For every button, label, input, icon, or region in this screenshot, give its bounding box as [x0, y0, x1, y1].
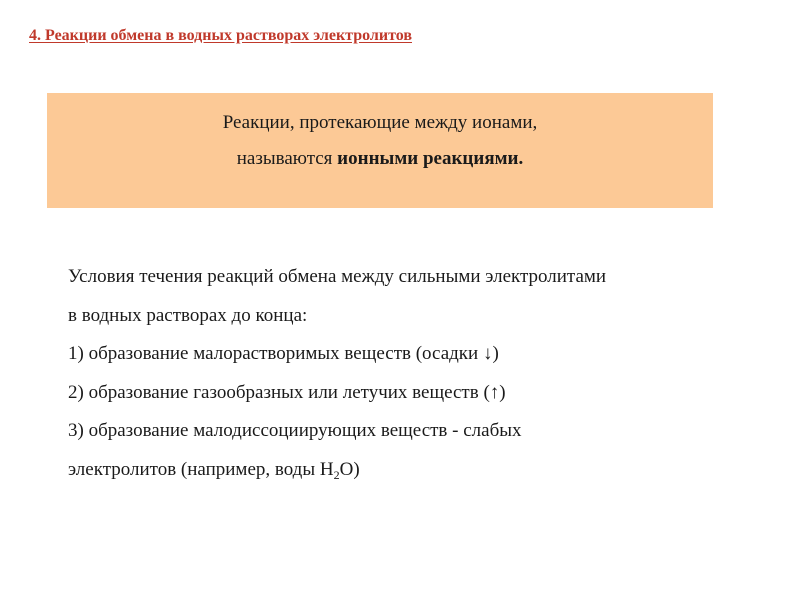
- definition-box: [47, 93, 713, 208]
- definition-line-2: [47, 141, 713, 177]
- condition-item-1: 1) образование малорастворимых веществ (осадки ↓): [68, 343, 499, 364]
- conditions-intro-line-2: в водных растворах до конца:: [68, 304, 308, 326]
- conditions-intro-line-1: Условия течения реакций обмена между сильными электролитами: [68, 266, 607, 287]
- definition-line-1: Реакции, протекающие между ионами,: [222, 112, 538, 133]
- condition-item-3: 3) образование малодиссоциирующих веществ - слабых: [68, 420, 522, 441]
- definition-term: ионными реакциями.: [337, 148, 524, 169]
- water-formula-suffix: O): [339, 458, 360, 480]
- slide-title: 4. Реакции обмена в водных растворах электролитов: [29, 27, 412, 44]
- definition-line-2-prefix: называются: [236, 148, 338, 169]
- water-formula-subscript: 2: [333, 467, 340, 482]
- water-formula-prefix: электролитов (например, воды H: [68, 458, 334, 480]
- conditions-text: [68, 258, 768, 489]
- condition-item-2: 2) образование газообразных или летучих веществ (↑): [68, 381, 506, 403]
- condition-item-3-continued: [68, 451, 768, 490]
